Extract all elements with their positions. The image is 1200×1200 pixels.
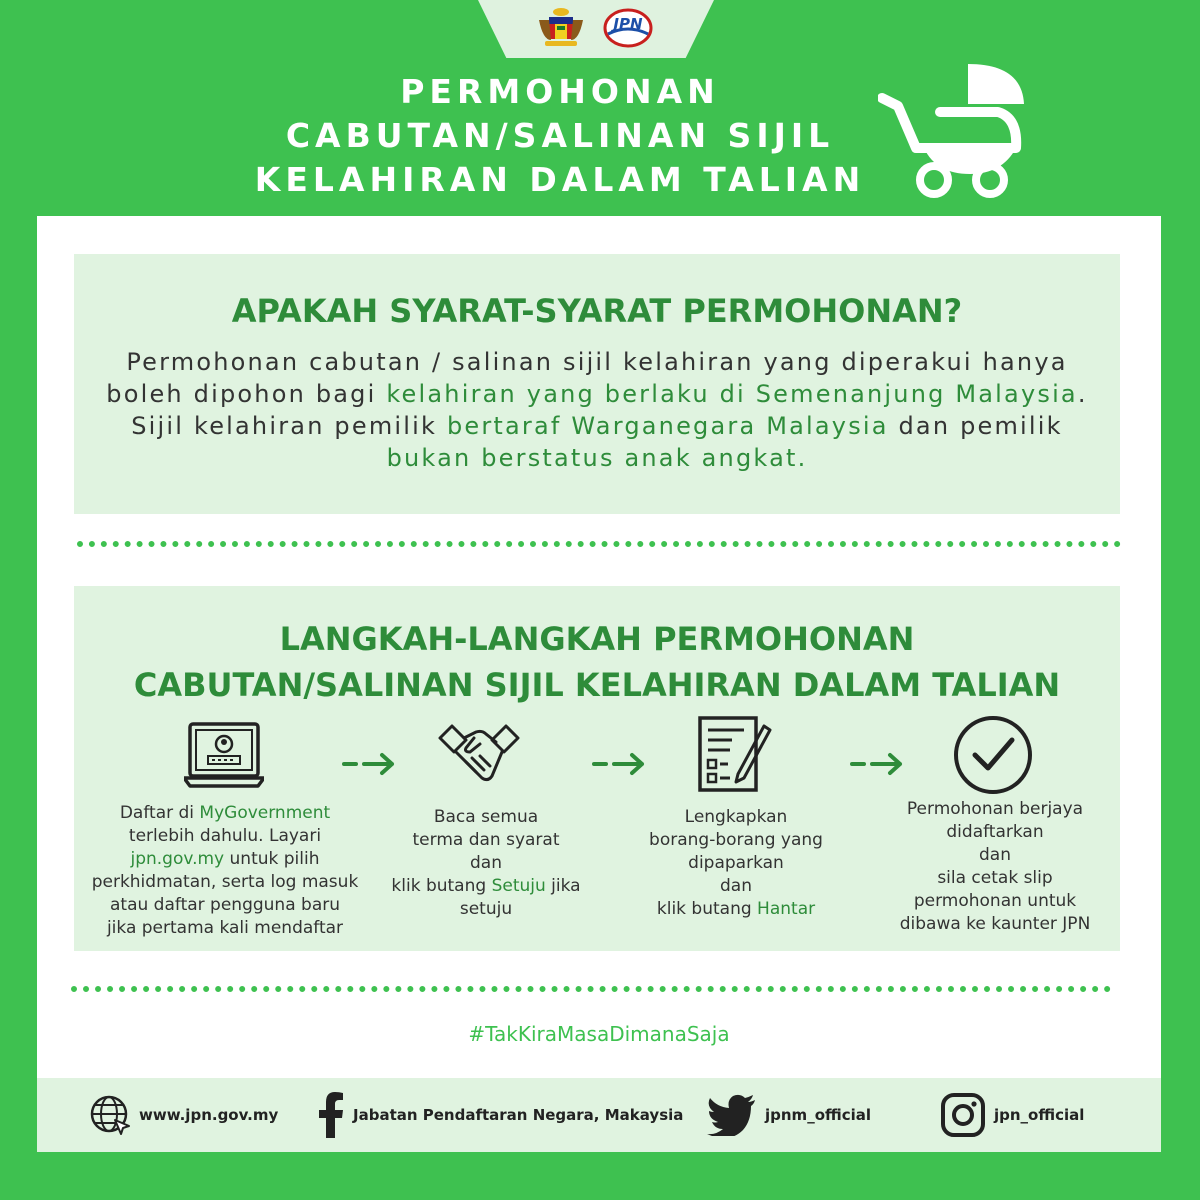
s3-p1: Lengkapkan [684, 807, 788, 827]
malaysia-crest-logo [535, 6, 587, 50]
s1-p3: terlebih dahulu. Layari [128, 826, 322, 846]
instagram-handle[interactable]: jpn_official [994, 1106, 1085, 1124]
s4-p1: Permohonan berjaya [906, 799, 1084, 819]
req-line-2-a: boleh dipohon bagi [106, 380, 387, 408]
s2-p6: jika [545, 876, 581, 896]
s1-p7: atau daftar pengguna baru [110, 895, 340, 915]
req-line-3-a: Sijil kelahiran pemilik [131, 412, 447, 440]
check-circle-icon [952, 714, 1034, 796]
s4-p4: sila cetak slip [937, 868, 1053, 888]
requirements-box [74, 254, 1120, 514]
hashtag[interactable]: #TakKiraMasaDimanaSaja [468, 1022, 730, 1046]
req-line-2-highlight: kelahiran yang berlaku di Semenanjung Malaysia [386, 380, 1078, 408]
logo-tab [478, 0, 714, 58]
s4-p2: didaftarkan [946, 822, 1044, 842]
arrow-right-icon [592, 752, 648, 776]
req-line-3-c: dan pemilik [888, 412, 1063, 440]
arrow-right-icon [850, 752, 906, 776]
footer [37, 1078, 1161, 1152]
steps-heading-line-2: CABUTAN/SALINAN SIJIL KELAHIRAN DALAM TALIAN [133, 666, 1061, 704]
s2-p2: terma dan syarat [412, 830, 560, 850]
req-line-4-highlight: bukan berstatus anak angkat. [386, 444, 808, 472]
req-line-3-highlight: bertaraf Warganegara Malaysia [446, 412, 889, 440]
s2-p1: Baca semua [433, 807, 539, 827]
laptop-login-icon [184, 720, 264, 790]
req-line-2-c: . [1077, 380, 1088, 408]
s4-p3: dan [979, 845, 1011, 865]
footer-instagram[interactable] [940, 1078, 1084, 1152]
req-line-1-text: Permohonan cabutan / salinan sijil kelahiran yang diperakui hanya [126, 348, 1068, 376]
form-edit-icon [692, 712, 772, 794]
twitter-icon [707, 1094, 757, 1136]
handshake-icon [436, 716, 522, 790]
s3-p5: klik butang [656, 899, 758, 919]
req-line-2 [84, 378, 1110, 410]
footer-twitter[interactable] [707, 1078, 871, 1152]
content-panel [37, 216, 1161, 1152]
dotted-divider-2 [71, 986, 1111, 992]
title-line-2: CABUTAN/SALINAN SIJIL [285, 116, 835, 155]
step-1-text [84, 802, 366, 940]
hantar-button-label: Hantar [757, 899, 816, 919]
twitter-handle[interactable]: jpnm_official [765, 1106, 872, 1124]
req-line-4 [84, 442, 1110, 474]
steps-heading-line-1: LANGKAH-LANGKAH PERMOHONAN [279, 620, 915, 658]
s1-p1: Daftar di [119, 803, 200, 823]
globe-icon [89, 1094, 131, 1136]
s1-p8: jika pertama kali mendaftar [106, 918, 344, 938]
footer-facebook[interactable] [317, 1078, 683, 1152]
page-title [180, 70, 940, 202]
s4-p5: permohonan untuk [913, 891, 1077, 911]
s2-p4: klik butang [391, 876, 492, 896]
step-3-text [624, 806, 848, 921]
baby-stroller-icon [878, 56, 1028, 200]
s4-p6: dibawa ke kaunter JPN [899, 914, 1091, 934]
s1-p6: perkhidmatan, serta log masuk [91, 872, 359, 892]
requirements-text [84, 346, 1110, 474]
s1-p5: untuk pilih [224, 849, 320, 869]
facebook-icon [317, 1092, 345, 1138]
jpn-logo [602, 6, 654, 50]
instagram-icon [940, 1092, 986, 1138]
s2-p3: dan [470, 853, 502, 873]
step-4-text [882, 798, 1108, 936]
req-line-3 [84, 410, 1110, 442]
arrow-right-icon [342, 752, 398, 776]
facebook-link[interactable]: Jabatan Pendaftaran Negara, Makaysia [353, 1106, 684, 1124]
footer-website[interactable] [89, 1078, 278, 1152]
s3-p3: dipaparkan [688, 853, 784, 873]
jpn-logo-text: JPN [613, 15, 643, 33]
mygovernment-link[interactable]: MyGovernment [199, 803, 331, 823]
website-link[interactable]: www.jpn.gov.my [139, 1106, 279, 1124]
s3-p2: borang-borang yang [649, 830, 823, 850]
s2-p7: setuju [459, 899, 513, 919]
req-line-1 [84, 346, 1110, 378]
title-line-3: KELAHIRAN DALAM TALIAN [254, 160, 866, 199]
dotted-divider-1 [77, 541, 1121, 547]
steps-box [74, 586, 1120, 951]
jpn-gov-link[interactable]: jpn.gov.my [130, 849, 225, 869]
setuju-button-label: Setuju [491, 876, 546, 896]
step-2-text [374, 806, 598, 921]
requirements-heading: APAKAH SYARAT-SYARAT PERMOHONAN? [231, 292, 963, 330]
title-line-1: PERMOHONAN [400, 72, 720, 111]
s3-p4: dan [720, 876, 752, 896]
